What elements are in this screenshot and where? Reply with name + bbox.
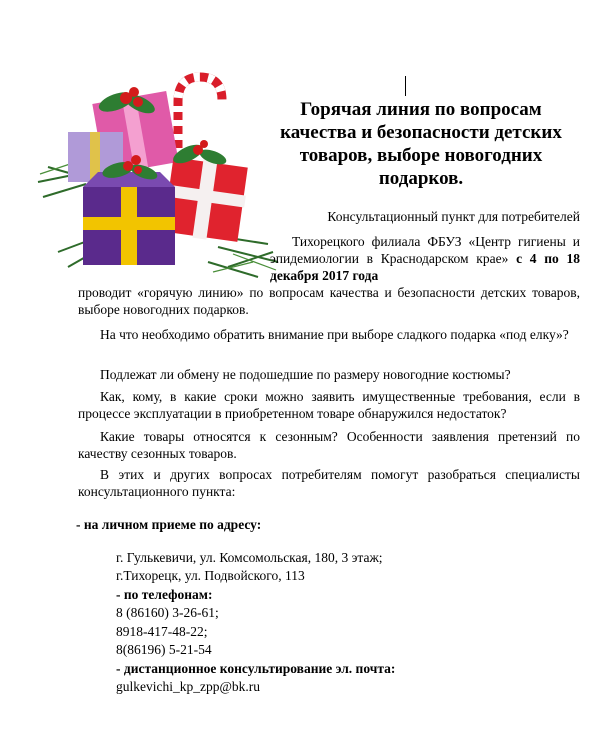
contacts-block bbox=[78, 516, 580, 697]
email-address: gulkevichi_kp_zpp@bk.ru bbox=[116, 679, 261, 694]
question-1: На что необходимо обратить внимание при выборе сладкого подарка «под елку»? bbox=[100, 327, 569, 342]
page-title: Горячая линия по вопросам качества и безопасности детских товаров, выборе новогодних подарков. bbox=[280, 99, 562, 189]
intro-rest: проводит «горячую линию» по вопросам качества и безопасности детских товаров, выборе новогодних подарков. bbox=[78, 285, 580, 317]
intro-line: Консультационный пункт для потребителей bbox=[327, 209, 580, 224]
email-label: - дистанционное консультирование эл. почта: bbox=[116, 660, 396, 676]
intro-dates: с 4 по 18 декабря 2017 года bbox=[270, 251, 581, 283]
question-4: Какие товары относятся к сезонным? Особенности заявления претензий по качеству сезонных товаров. bbox=[78, 429, 580, 461]
phone-2: 8918-417-48-22; bbox=[116, 623, 208, 639]
christmas-gifts-illustration bbox=[28, 62, 280, 280]
address-2: г.Тихорецк, ул. Подвойского, 113 bbox=[116, 568, 305, 583]
question-2: Подлежат ли обмену не подошедшие по размеру новогодние костюмы? bbox=[100, 367, 511, 382]
text-cursor bbox=[405, 76, 406, 96]
intro-paragraph bbox=[270, 233, 580, 284]
closing-paragraph: В этих и других вопросах потребителям помогут разобраться специалисты консультационного пункта: bbox=[78, 467, 580, 499]
address-1: г. Гулькевичи, ул. Комсомольская, 180, 3 этаж; bbox=[116, 549, 383, 565]
in-person-label: - на личном приеме по адресу: bbox=[76, 517, 262, 532]
question-3: Как, кому, в какие сроки можно заявить имущественные требования, если в процессе эксплуатации в приобретенном товаре обнаружился недостаток? bbox=[78, 389, 580, 421]
intro-org: Тихорецкого филиала ФБУЗ «Центр гигиены и эпидемиологии в Краснодарском крае» bbox=[270, 234, 580, 266]
phone-3: 8(86196) 5-21-54 bbox=[116, 642, 212, 657]
phones-label: - по телефонам: bbox=[116, 586, 213, 602]
phone-1: 8 (86160) 3-26-61; bbox=[116, 605, 219, 620]
